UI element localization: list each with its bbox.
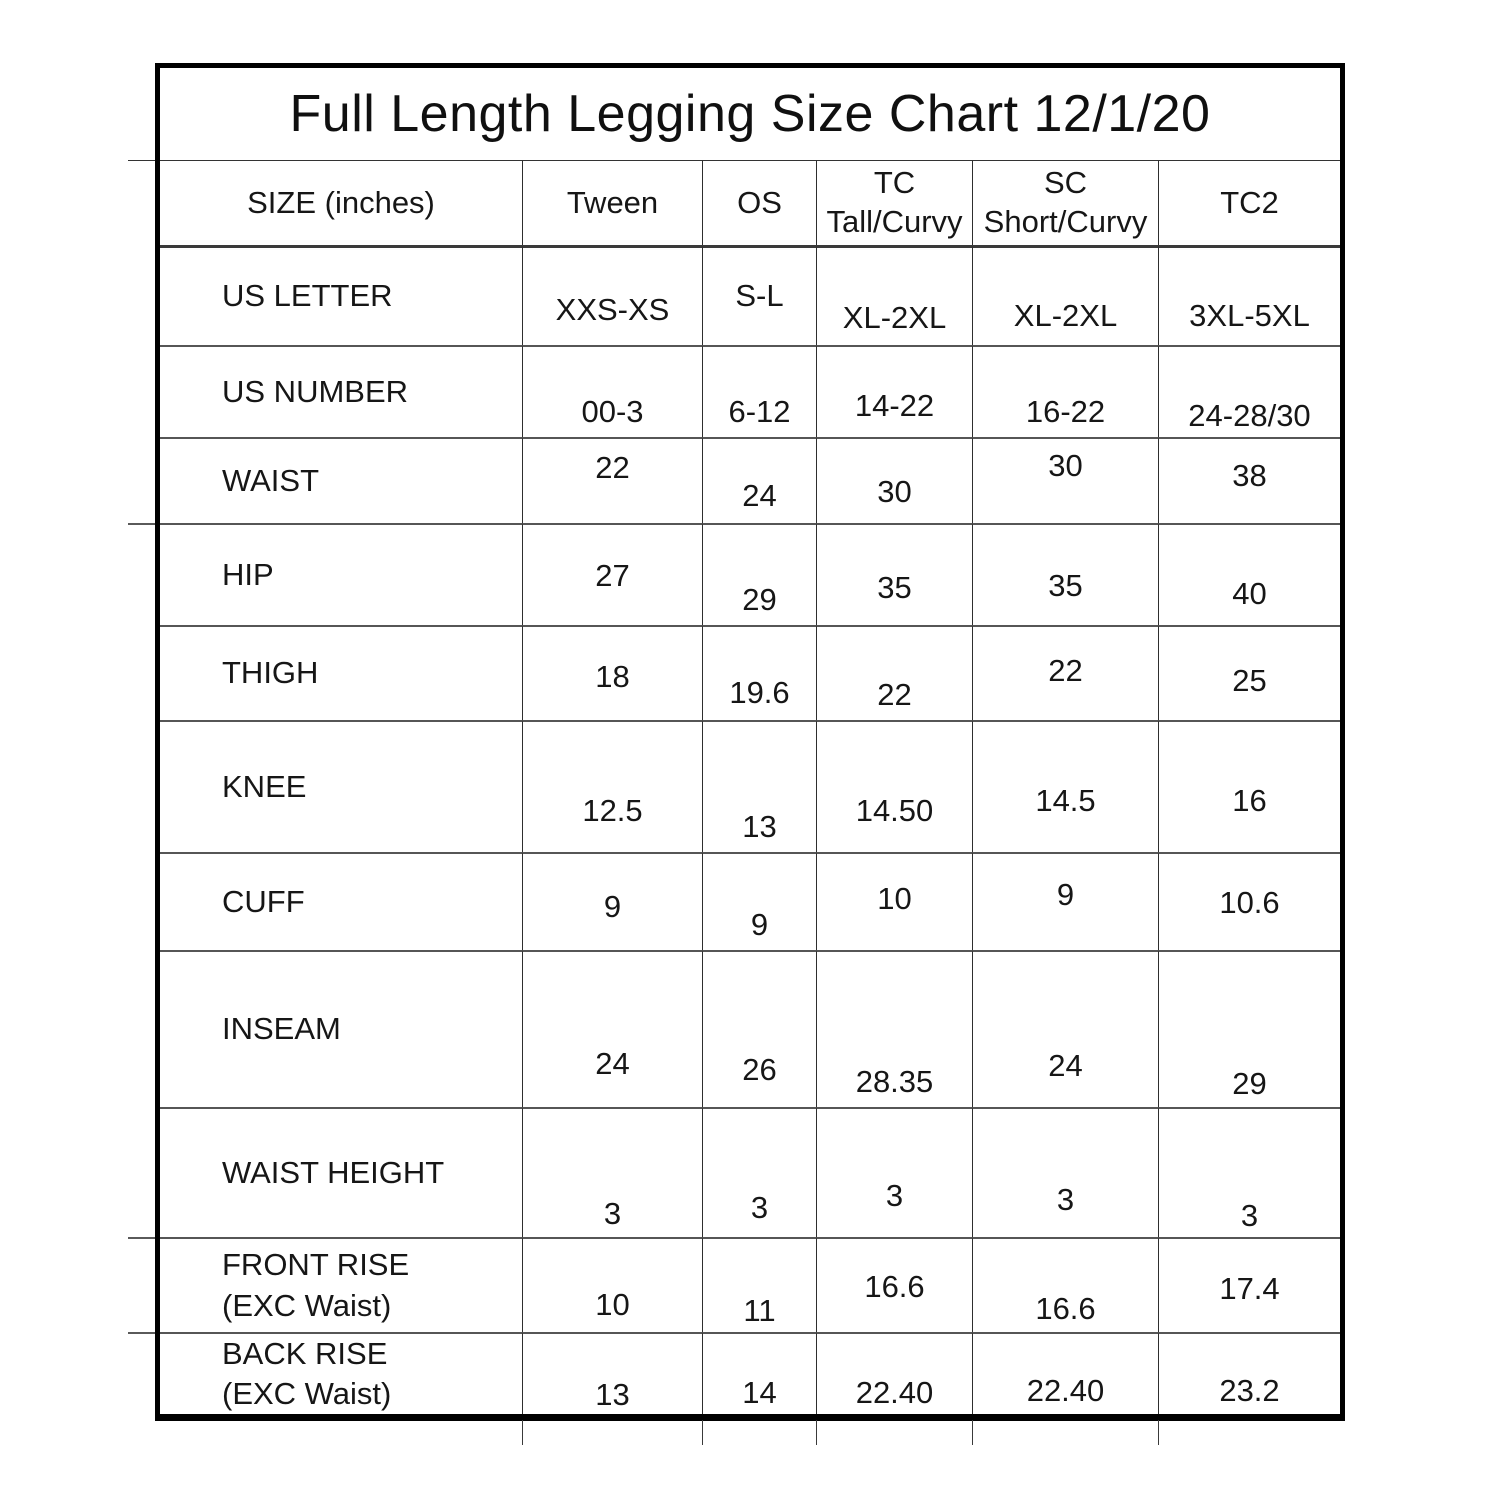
size-chart-table [155, 63, 1345, 1421]
left-tick-waist-line [128, 523, 155, 525]
left-tick-front-rise-line [128, 1332, 155, 1334]
left-tick-waist-height-line [128, 1237, 155, 1239]
cell-us-number-os: 6-12 [702, 345, 816, 437]
cell-knee-sc: 14.5 [972, 720, 1158, 852]
row-label-hip: HIP [160, 523, 522, 625]
cell-waist-tween: 22 [522, 437, 702, 523]
column-header-os: OS [702, 160, 816, 245]
column-header-tc2: TC2 [1158, 160, 1340, 245]
cell-waist-os: 24 [702, 437, 816, 523]
cell-inseam-tween: 24 [522, 950, 702, 1107]
column-header-tc-code: TC [873, 165, 916, 201]
cell-thigh-os: 19.6 [702, 625, 816, 720]
cell-front-rise-sc: 16.6 [972, 1237, 1158, 1332]
cell-waist-sc: 30 [972, 437, 1158, 523]
cell-us-number-tc2: 24-28/30 [1158, 345, 1340, 437]
bottom-stub-col3 [816, 1420, 817, 1445]
cell-thigh-tc2: 25 [1158, 625, 1340, 720]
row-label-front-rise [160, 1237, 522, 1332]
cell-knee-tc2: 16 [1158, 720, 1340, 852]
cell-cuff-tween: 9 [522, 852, 702, 950]
column-header-tween: Tween [522, 160, 702, 245]
cell-inseam-tc2: 29 [1158, 950, 1340, 1107]
cell-cuff-sc: 9 [972, 852, 1158, 950]
row-label-cuff: CUFF [160, 852, 522, 950]
cell-front-rise-tc: 16.6 [816, 1237, 972, 1332]
row-label-back-rise-line2: (EXC Waist) [222, 1376, 392, 1411]
row-label-us-letter: US LETTER [160, 245, 522, 345]
row-label-knee: KNEE [160, 720, 522, 852]
column-header-size: SIZE (inches) [160, 160, 522, 245]
bottom-stub-col4 [972, 1420, 973, 1445]
cell-hip-sc: 35 [972, 523, 1158, 625]
row-label-us-number: US NUMBER [160, 345, 522, 437]
cell-hip-tc2: 40 [1158, 523, 1340, 625]
column-header-sc-code: SC [1043, 165, 1088, 201]
row-label-front-rise-line2: (EXC Waist) [222, 1287, 392, 1323]
row-label-thigh: THIGH [160, 625, 522, 720]
cell-front-rise-tween: 10 [522, 1237, 702, 1332]
row-label-waist-height: WAIST HEIGHT [160, 1107, 522, 1237]
cell-knee-tc: 14.50 [816, 720, 972, 852]
cell-back-rise-tc2: 23.2 [1158, 1332, 1340, 1414]
cell-waist-tc2: 38 [1158, 437, 1340, 523]
cell-waist-height-tween: 3 [522, 1107, 702, 1237]
cell-us-number-tc: 14-22 [816, 345, 972, 437]
chart-title: Full Length Legging Size Chart 12/1/20 [289, 85, 1211, 143]
cell-waist-height-tc2: 3 [1158, 1107, 1340, 1237]
cell-thigh-tween: 18 [522, 625, 702, 720]
cell-cuff-tc2: 10.6 [1158, 852, 1340, 950]
cell-us-number-tween: 00-3 [522, 345, 702, 437]
cell-waist-tc: 30 [816, 437, 972, 523]
bottom-stub-col1 [522, 1420, 523, 1445]
cell-us-letter-os: S-L [702, 245, 816, 345]
cell-us-letter-sc: XL-2XL [972, 245, 1158, 345]
cell-us-letter-tween: XXS-XS [522, 245, 702, 345]
cell-hip-tc: 35 [816, 523, 972, 625]
cell-us-letter-tc: XL-2XL [816, 245, 972, 345]
column-header-sc [972, 160, 1158, 245]
row-label-inseam: INSEAM [160, 950, 522, 1107]
cell-waist-height-os: 3 [702, 1107, 816, 1237]
cell-cuff-os: 9 [702, 852, 816, 950]
cell-hip-tween: 27 [522, 523, 702, 625]
cell-front-rise-tc2: 17.4 [1158, 1237, 1340, 1332]
column-header-tc-name: Tall/Curvy [826, 204, 963, 239]
cell-back-rise-os: 14 [702, 1332, 816, 1414]
cell-waist-height-tc: 3 [816, 1107, 972, 1237]
cell-us-number-sc: 16-22 [972, 345, 1158, 437]
cell-knee-os: 13 [702, 720, 816, 852]
cell-inseam-sc: 24 [972, 950, 1158, 1107]
cell-back-rise-tween: 13 [522, 1332, 702, 1414]
cell-inseam-os: 26 [702, 950, 816, 1107]
bottom-stub-col5 [1158, 1420, 1159, 1445]
cell-thigh-sc: 22 [972, 625, 1158, 720]
cell-back-rise-sc: 22.40 [972, 1332, 1158, 1414]
row-label-front-rise-line1: FRONT RISE [222, 1247, 410, 1283]
cell-waist-height-sc: 3 [972, 1107, 1158, 1237]
cell-hip-os: 29 [702, 523, 816, 625]
cell-inseam-tc: 28.35 [816, 950, 972, 1107]
cell-knee-tween: 12.5 [522, 720, 702, 852]
row-label-back-rise [160, 1332, 522, 1414]
left-tick-title-line [128, 160, 155, 161]
size-chart-grid [160, 68, 1340, 1414]
cell-back-rise-tc: 22.40 [816, 1332, 972, 1414]
cell-us-letter-tc2: 3XL-5XL [1158, 245, 1340, 345]
row-label-back-rise-line1: BACK RISE [222, 1335, 388, 1371]
cell-front-rise-os: 11 [702, 1237, 816, 1332]
row-label-waist: WAIST [160, 437, 522, 523]
cell-cuff-tc: 10 [816, 852, 972, 950]
column-header-sc-name: Short/Curvy [983, 204, 1148, 239]
bottom-stub-col2 [702, 1420, 703, 1445]
column-header-tc [816, 160, 972, 245]
cell-thigh-tc: 22 [816, 625, 972, 720]
